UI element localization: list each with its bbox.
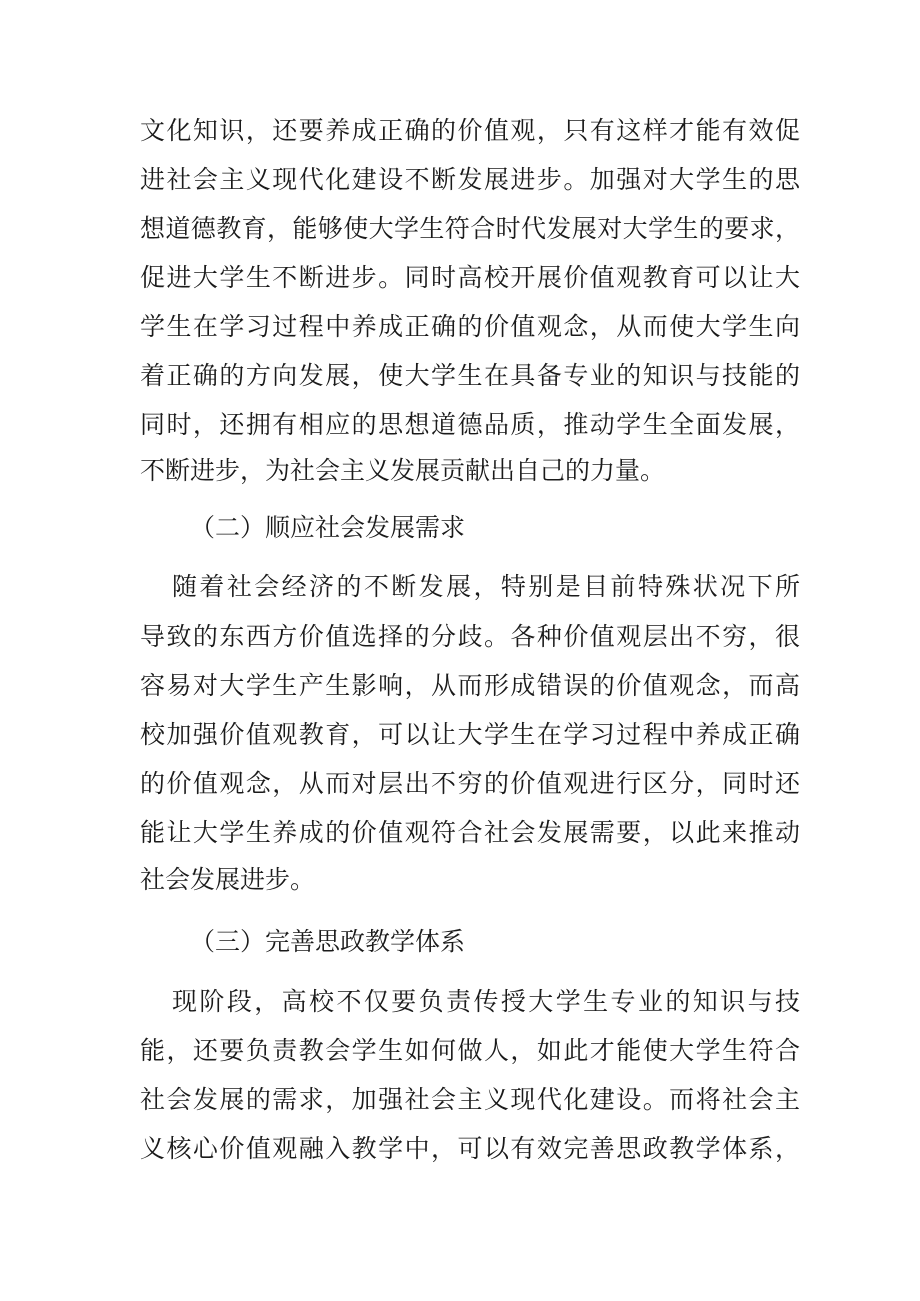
paragraph-line: 能让大学生养成的价值观符合社会发展需要，以此来推动 bbox=[140, 818, 800, 847]
paragraph-line: 着正确的方向发展，使大学生在具备专业的知识与技能的 bbox=[140, 361, 800, 390]
paragraph-line: 义核心价值观融入教学中，可以有效完善思政教学体系， bbox=[140, 1134, 800, 1163]
paragraph-line: 进社会主义现代化建设不断发展进步。加强对大学生的思 bbox=[140, 165, 800, 194]
section-heading: （三）完善思政教学体系 bbox=[190, 927, 466, 956]
paragraph-line: 同时，还拥有相应的思想道德品质，推动学生全面发展， bbox=[140, 410, 800, 439]
paragraph-line: 随着社会经济的不断发展，特别是目前特殊状况下所 bbox=[172, 572, 800, 601]
section-heading: （二）顺应社会发展需求 bbox=[190, 513, 466, 542]
paragraph-line: 不断进步，为社会主义发展贡献出自己的力量。 bbox=[140, 456, 666, 485]
paragraph-line: 学生在学习过程中养成正确的价值观念，从而使大学生向 bbox=[140, 312, 800, 341]
paragraph-line: 现阶段，高校不仅要负责传授大学生专业的知识与技 bbox=[172, 987, 800, 1016]
paragraph-line: 文化知识，还要养成正确的价值观，只有这样才能有效促 bbox=[140, 116, 800, 145]
paragraph-line: 校加强价值观教育，可以让大学生在学习过程中养成正确 bbox=[140, 720, 800, 749]
paragraph-line: 促进大学生不断进步。同时高校开展价值观教育可以让大 bbox=[140, 263, 800, 292]
paragraph-line: 能，还要负责教会学生如何做人，如此才能使大学生符合 bbox=[140, 1036, 800, 1065]
paragraph-line: 导致的东西方价值选择的分歧。各种价值观层出不穷，很 bbox=[140, 622, 800, 651]
paragraph-line: 的价值观念，从而对层出不穷的价值观进行区分，同时还 bbox=[140, 769, 800, 798]
paragraph-line: 社会发展进步。 bbox=[140, 865, 316, 894]
paragraph-line: 社会发展的需求，加强社会主义现代化建设。而将社会主 bbox=[140, 1085, 800, 1114]
paragraph-line: 想道德教育，能够使大学生符合时代发展对大学生的要求， bbox=[140, 214, 800, 243]
paragraph-line: 容易对大学生产生影响，从而形成错误的价值观念，而高 bbox=[140, 671, 800, 700]
